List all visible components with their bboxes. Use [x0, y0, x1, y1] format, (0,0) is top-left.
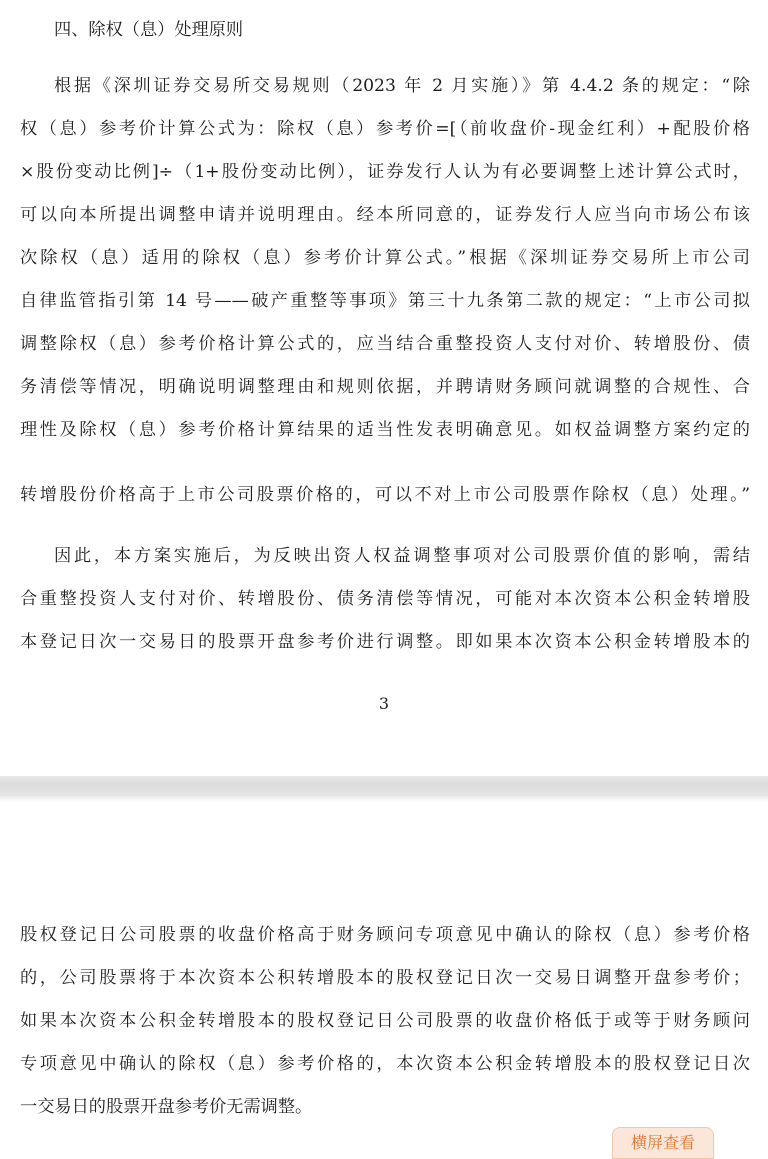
page-shadow — [0, 796, 768, 802]
page-number: 3 — [378, 694, 390, 713]
paragraph-3-line-1: 股权登记日公司股票的收盘价格高于财务顾问专项意见中确认的除权（息）参考价格 — [20, 925, 750, 945]
paragraph-1-line-2: 权（息）参考价计算公式为：除权（息）参考价=[（前收盘价-现金红利）+配股价格 — [20, 119, 750, 139]
paragraph-2-line-1: 因此，本方案实施后，为反映出资人权益调整事项对公司股票价值的影响，需结 — [54, 546, 750, 566]
paragraph-1-line-6: 自律监管指引第 14 号——破产重整等事项》第三十九条第二款的规定：“上市公司拟 — [20, 291, 750, 311]
paragraph-3-line-4: 专项意见中确认的除权（息）参考价格的，本次资本公积金转增股本的股权登记日次 — [20, 1054, 750, 1074]
paragraph-1-line-7: 调整除权（息）参考价格计算公式的，应当结合重整投资人支付对价、转增股份、债 — [20, 334, 750, 354]
landscape-view-button[interactable]: 横屏查看 — [612, 1127, 714, 1159]
paragraph-1-line-8: 务清偿等情况，明确说明调整理由和规则依据，并聘请财务顾问就调整的合规性、合 — [20, 377, 750, 397]
paragraph-1-line-5: 次除权（息）适用的除权（息）参考价计算公式。”根据《深圳证券交易所上市公司 — [20, 248, 750, 268]
paragraph-3-line-2: 的，公司股票将于本次资本公积转增股本的股权登记日次一交易日调整开盘参考价； — [20, 968, 750, 988]
document-page-2 — [0, 796, 768, 1147]
paragraph-2-line-3: 本登记日次一交易日的股票开盘参考价进行调整。即如果本次资本公积金转增股本的 — [20, 632, 750, 652]
paragraph-1-line-9: 理性及除权（息）参考价格计算结果的适当性发表明确意见。如权益调整方案约定的 — [20, 420, 750, 440]
section-heading: 四、除权（息）处理原则 — [54, 20, 244, 40]
paragraph-1-line-4: 可以向本所提出调整申请并说明理由。经本所同意的，证券发行人应当向市场公布该 — [20, 205, 750, 225]
paragraph-3-line-5: 一交易日的股票开盘参考价无需调整。 — [20, 1097, 313, 1117]
page-separator — [0, 776, 768, 796]
paragraph-1-line-10: 转增股份价格高于上市公司股票价格的，可以不对上市公司股票作除权（息）处理。” — [20, 485, 750, 505]
paragraph-1-line-3: ×股份变动比例]÷（1+股份变动比例），证券发行人认为有必要调整上述计算公式时， — [20, 162, 750, 182]
paragraph-2-line-2: 合重整投资人支付对价、转增股份、债务清偿等情况，可能对本次资本公积金转增股 — [20, 589, 750, 609]
paragraph-1-line-1: 根据《深圳证券交易所交易规则（2023 年 2 月实施）》第 4.4.2 条的规定：“除 — [54, 76, 750, 96]
paragraph-3-line-3: 如果本次资本公积金转增股本的股权登记日公司股票的收盘价格低于或等于财务顾问 — [20, 1011, 750, 1031]
